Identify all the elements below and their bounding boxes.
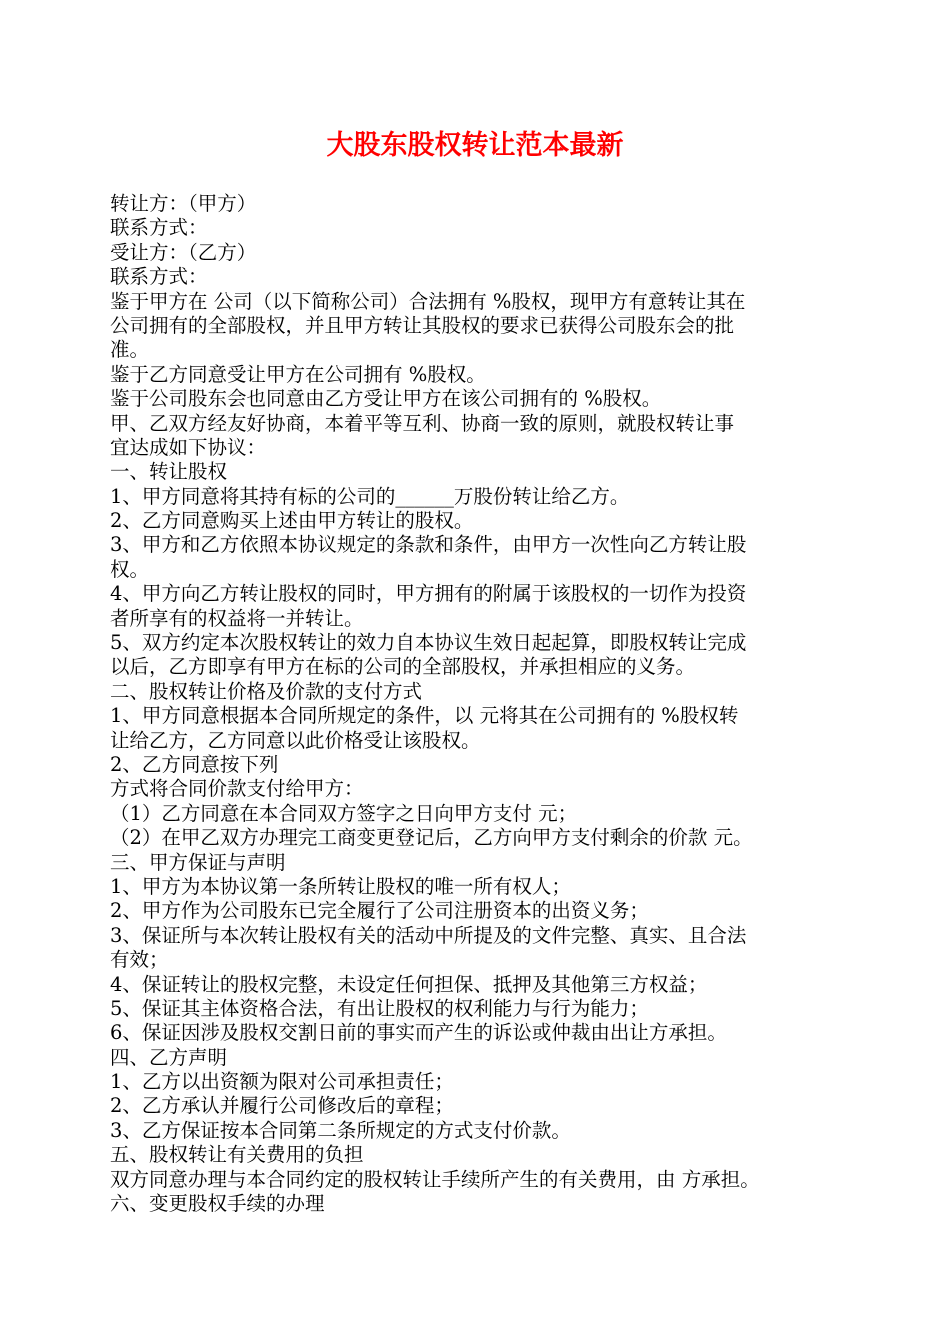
text-line: 2、乙方同意购买上述由甲方转让的股权。	[110, 509, 474, 533]
text-line: 宜达成如下协议：	[110, 435, 267, 459]
text-line: 1、甲方同意根据本合同所规定的条件，以 元将其在公司拥有的 %股权转	[110, 704, 739, 728]
document-title: 大股东股权转让范本最新	[326, 130, 624, 161]
text-line: 4、保证转让的股权完整，未设定任何担保、抵押及其他第三方权益；	[110, 972, 708, 996]
text-line: 4、甲方向乙方转让股权的同时，甲方拥有的附属于该股权的一切作为投资	[110, 582, 747, 606]
text-line: 者所享有的权益将一并转让。	[110, 606, 364, 630]
text-line: 3、乙方保证按本合同第二条所规定的方式支付价款。	[110, 1118, 571, 1142]
text-line: 鉴于甲方在 公司（以下简称公司）合法拥有 %股权，现甲方有意转让其在	[110, 289, 746, 313]
text-line: 2、甲方作为公司股东已完全履行了公司注册资本的出资义务；	[110, 899, 649, 923]
text-line: 准。	[110, 338, 150, 362]
text-line: 3、保证所与本次转让股权有关的活动中所提及的文件完整、真实、且合法	[110, 923, 747, 947]
text-line: 1、甲方为本协议第一条所转让股权的唯一所有权人；	[110, 874, 571, 898]
text-line: （2）在甲乙双方办理完工商变更登记后，乙方向甲方支付剩余的价款 元。	[110, 826, 753, 850]
text-line: 双方同意办理与本合同约定的股权转让手续所产生的有关费用，由 方承担。	[110, 1167, 760, 1191]
text-line: 联系方式：	[110, 216, 208, 240]
text-line: 公司拥有的全部股权，并且甲方转让其股权的要求已获得公司股东会的批	[110, 313, 735, 337]
text-line: （1）乙方同意在本合同双方签字之日向甲方支付 元；	[110, 801, 578, 825]
text-line: 权。	[110, 557, 150, 581]
text-line: 3、甲方和乙方依照本协议规定的条款和条件，由甲方一次性向乙方转让股	[110, 533, 747, 557]
document-body	[110, 192, 870, 1216]
text-line: 2、乙方承认并履行公司修改后的章程；	[110, 1094, 454, 1118]
text-line: 5、双方约定本次股权转让的效力自本协议生效日起起算，即股权转让完成	[110, 631, 747, 655]
text-line: 一、转让股权	[110, 460, 228, 484]
text-line: 鉴于公司股东会也同意由乙方受让甲方在该公司拥有的 %股权。	[110, 387, 662, 411]
text-line: 二、股权转让价格及价款的支付方式	[110, 679, 423, 703]
text-line: 方式将合同价款支付给甲方：	[110, 777, 364, 801]
text-line: 四、乙方声明	[110, 1045, 228, 1069]
text-line: 受让方：（乙方）	[110, 240, 257, 264]
text-line: 鉴于乙方同意受让甲方在公司拥有 %股权。	[110, 362, 486, 386]
text-line: 联系方式：	[110, 265, 208, 289]
text-line: 让给乙方，乙方同意以此价格受让该股权。	[110, 728, 481, 752]
text-line: 以后，乙方即享有甲方在标的公司的全部股权，并承担相应的义务。	[110, 655, 696, 679]
text-line: 1、甲方同意将其持有标的公司的______万股份转让给乙方。	[110, 484, 630, 508]
text-line: 三、甲方保证与声明	[110, 850, 286, 874]
text-line: 6、保证因涉及股权交割日前的事实而产生的诉讼或仲裁由出让方承担。	[110, 1021, 727, 1045]
text-line: 六、变更股权手续的办理	[110, 1192, 325, 1216]
text-line: 5、保证其主体资格合法，有出让股权的权利能力与行为能力；	[110, 996, 649, 1020]
text-line: 有效；	[110, 948, 169, 972]
text-line: 转让方：（甲方）	[110, 192, 257, 215]
text-line: 甲、乙双方经友好协商，本着平等互利、协商一致的原则，就股权转让事	[110, 411, 735, 435]
text-line: 五、股权转让有关费用的负担	[110, 1143, 364, 1167]
text-line: 1、乙方以出资额为限对公司承担责任；	[110, 1070, 454, 1094]
text-line: 2、乙方同意按下列	[110, 752, 279, 776]
